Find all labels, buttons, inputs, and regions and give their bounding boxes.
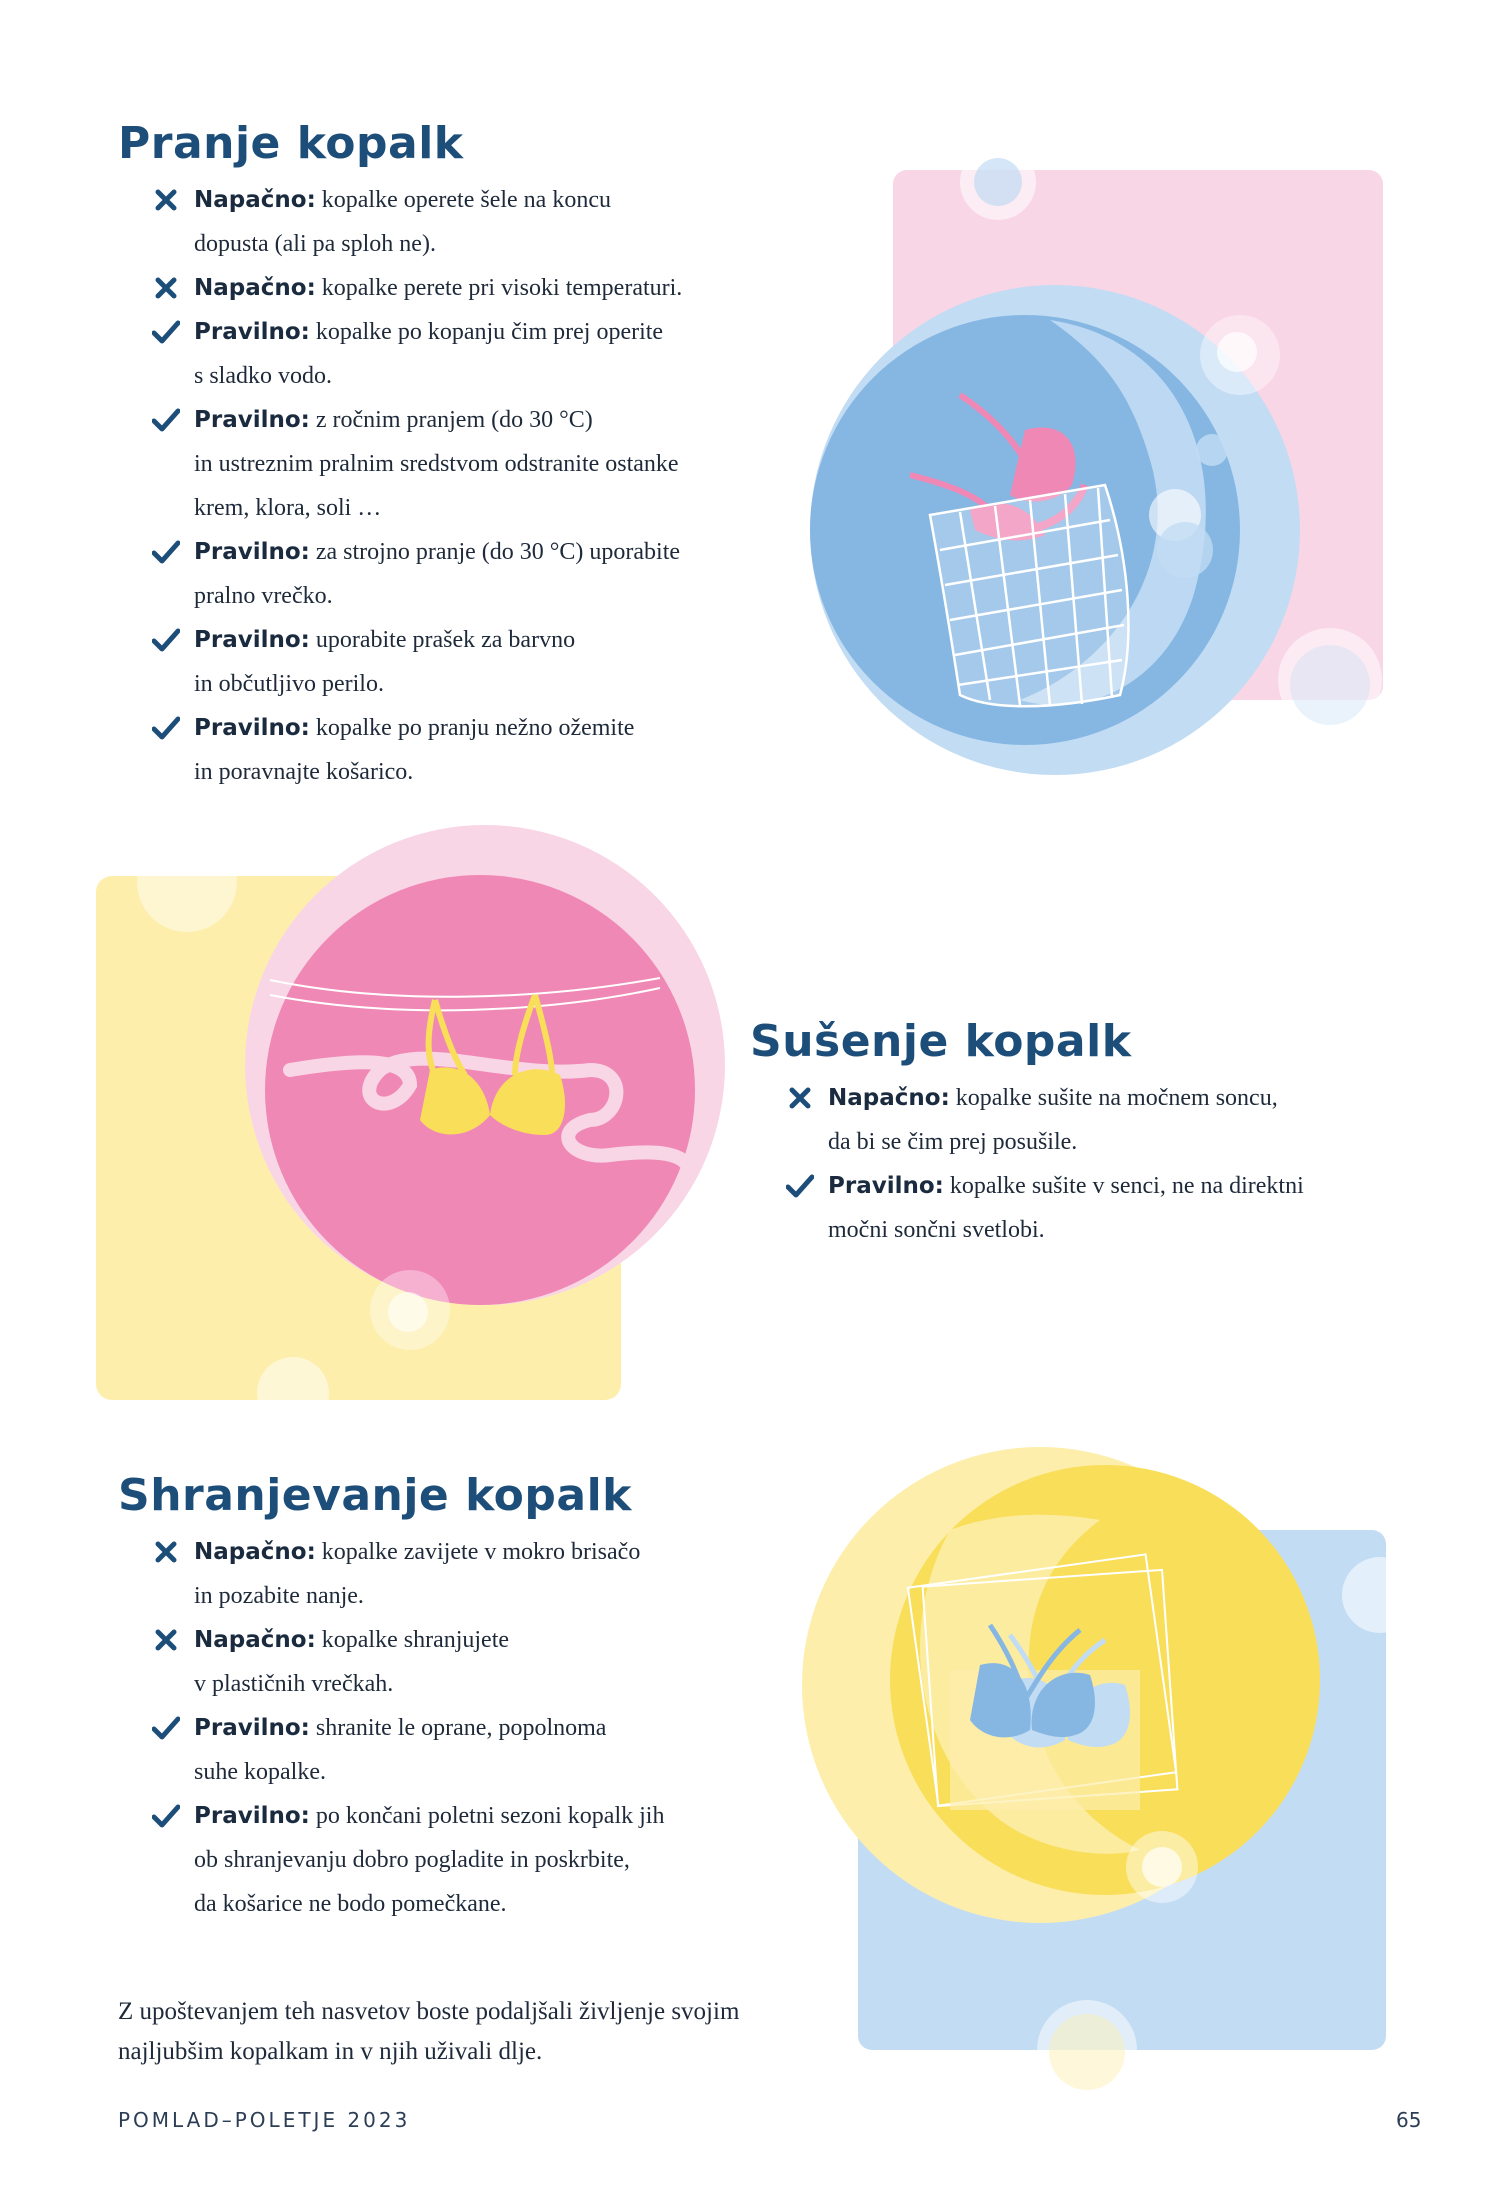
label-wrong: Napačno:: [194, 275, 316, 301]
checkmark-icon: [150, 1794, 182, 1838]
tip-text: kopalke sušite v senci, ne na direktni: [949, 1173, 1304, 1199]
closing-paragraph: [118, 1992, 818, 2072]
tips-list-shranjevanje: [150, 1530, 664, 1926]
tip-text: kopalke sušite na močnem soncu,: [955, 1085, 1278, 1111]
bubble: [1157, 522, 1213, 578]
label-right: Pravilno:: [194, 539, 310, 565]
tip-text: za strojno pranje (do 30 °C) uporabite: [315, 539, 681, 565]
bubble: [1049, 2014, 1125, 2090]
tip-line: [194, 1618, 664, 1662]
bubble: [388, 1292, 428, 1332]
bubble: [974, 158, 1022, 206]
label-right: Pravilno:: [194, 627, 310, 653]
cross-icon: [784, 1076, 816, 1120]
section-title-susenje: Sušenje kopalk: [750, 1016, 1132, 1067]
tip-line: močni sončni svetlobi.: [828, 1217, 1045, 1243]
illustration-storing: [800, 1440, 1440, 2080]
tip-text: po končani poletni sezoni kopalk jih: [315, 1803, 665, 1829]
tip-text: kopalke operete šele na koncu: [321, 187, 611, 213]
cross-icon: [150, 178, 182, 222]
footer-issue: POMLAD–POLETJE 2023: [118, 2108, 411, 2132]
checkmark-icon: [150, 530, 182, 574]
tip-line: s sladko vodo.: [194, 363, 332, 389]
tip-item: [150, 310, 682, 398]
illustration-washing: [800, 140, 1440, 760]
label-right: Pravilno:: [194, 319, 310, 345]
bubble: [1290, 645, 1370, 725]
tip-line: [194, 310, 682, 354]
tip-line: in ustreznim pralnim sredstvom odstranite ostanke: [194, 451, 679, 477]
tip-line: v plastičnih vrečkah.: [194, 1671, 394, 1697]
checkmark-icon: [150, 398, 182, 442]
tip-line: [194, 266, 682, 310]
tip-item: [150, 1706, 664, 1794]
label-right: Pravilno:: [194, 407, 310, 433]
tip-text: uporabite prašek za barvno: [315, 627, 576, 653]
tip-item: [150, 1530, 664, 1618]
tip-item: [784, 1164, 1304, 1252]
tip-line: [194, 618, 682, 662]
tip-line: [828, 1076, 1304, 1120]
tip-line: ob shranjevanju dobro pogladite in poskrbite,: [194, 1847, 630, 1873]
bubble: [1196, 434, 1228, 466]
tip-text: kopalke shranjujete: [321, 1627, 510, 1653]
bubble: [1142, 1847, 1182, 1887]
tip-line: in občutljivo perilo.: [194, 671, 384, 697]
closing-line: Z upoštevanjem teh nasvetov boste podaljšali življenje svojim: [118, 1998, 740, 2025]
tip-line: suhe kopalke.: [194, 1759, 326, 1785]
tip-line: [194, 530, 682, 574]
tip-text: shranite le oprane, popolnoma: [315, 1715, 607, 1741]
tip-line: pralno vrečko.: [194, 583, 333, 609]
tip-line: in poravnajte košarico.: [194, 759, 414, 785]
bubble: [137, 832, 237, 932]
tip-item: [150, 178, 682, 266]
checkmark-icon: [150, 618, 182, 662]
tip-item: [150, 706, 682, 794]
tip-text: z ročnim pranjem (do 30 °C): [315, 407, 593, 433]
tip-line: [194, 706, 682, 750]
tip-line: [194, 398, 682, 442]
closing-line: najljubšim kopalkam in v njih uživali dlje.: [118, 2038, 543, 2065]
tip-line: [194, 178, 682, 222]
label-wrong: Napačno:: [828, 1085, 950, 1111]
tip-item: [150, 266, 682, 310]
tip-line: [194, 1706, 664, 1750]
tip-line: dopusta (ali pa sploh ne).: [194, 231, 436, 257]
tip-text: kopalke zavijete v mokro brisačo: [321, 1539, 641, 1565]
bubble: [1217, 332, 1257, 372]
bubble: [1342, 1557, 1418, 1633]
tip-line: krem, klora, soli …: [194, 495, 382, 521]
label-wrong: Napačno:: [194, 1539, 316, 1565]
tip-text: kopalke po kopanju čim prej operite: [315, 319, 664, 345]
section-title-pranje: Pranje kopalk: [118, 118, 464, 169]
label-right: Pravilno:: [194, 1803, 310, 1829]
tip-line: [828, 1164, 1304, 1208]
cross-icon: [150, 1618, 182, 1662]
bubble: [257, 1357, 329, 1429]
tip-line: [194, 1794, 664, 1838]
label-right: Pravilno:: [194, 1715, 310, 1741]
tip-item: [150, 1794, 664, 1926]
tip-text: kopalke perete pri visoki temperaturi.: [321, 275, 683, 301]
page-number: 65: [1396, 2108, 1422, 2132]
cross-icon: [150, 266, 182, 310]
tip-item: [150, 618, 682, 706]
tip-line: in pozabite nanje.: [194, 1583, 364, 1609]
checkmark-icon: [150, 1706, 182, 1750]
laundry-bag-icon: [930, 485, 1128, 706]
tip-line: [194, 1530, 664, 1574]
tip-item: [784, 1076, 1304, 1164]
checkmark-icon: [784, 1164, 816, 1208]
label-wrong: Napačno:: [194, 187, 316, 213]
label-wrong: Napačno:: [194, 1627, 316, 1653]
checkmark-icon: [150, 706, 182, 750]
tip-item: [150, 530, 682, 618]
tips-list-pranje: [150, 178, 682, 794]
checkmark-icon: [150, 310, 182, 354]
section-title-shranjevanje: Shranjevanje kopalk: [118, 1470, 632, 1521]
illustration-drying: [90, 820, 730, 1420]
tips-list-susenje: [784, 1076, 1304, 1252]
tip-line: da košarice ne bodo pomečkane.: [194, 1891, 507, 1917]
tip-text: kopalke po pranju nežno ožemite: [315, 715, 635, 741]
tip-line: da bi se čim prej posušile.: [828, 1129, 1078, 1155]
label-right: Pravilno:: [194, 715, 310, 741]
cross-icon: [150, 1530, 182, 1574]
label-right: Pravilno:: [828, 1173, 944, 1199]
tip-item: [150, 1618, 664, 1706]
tip-item: [150, 398, 682, 530]
